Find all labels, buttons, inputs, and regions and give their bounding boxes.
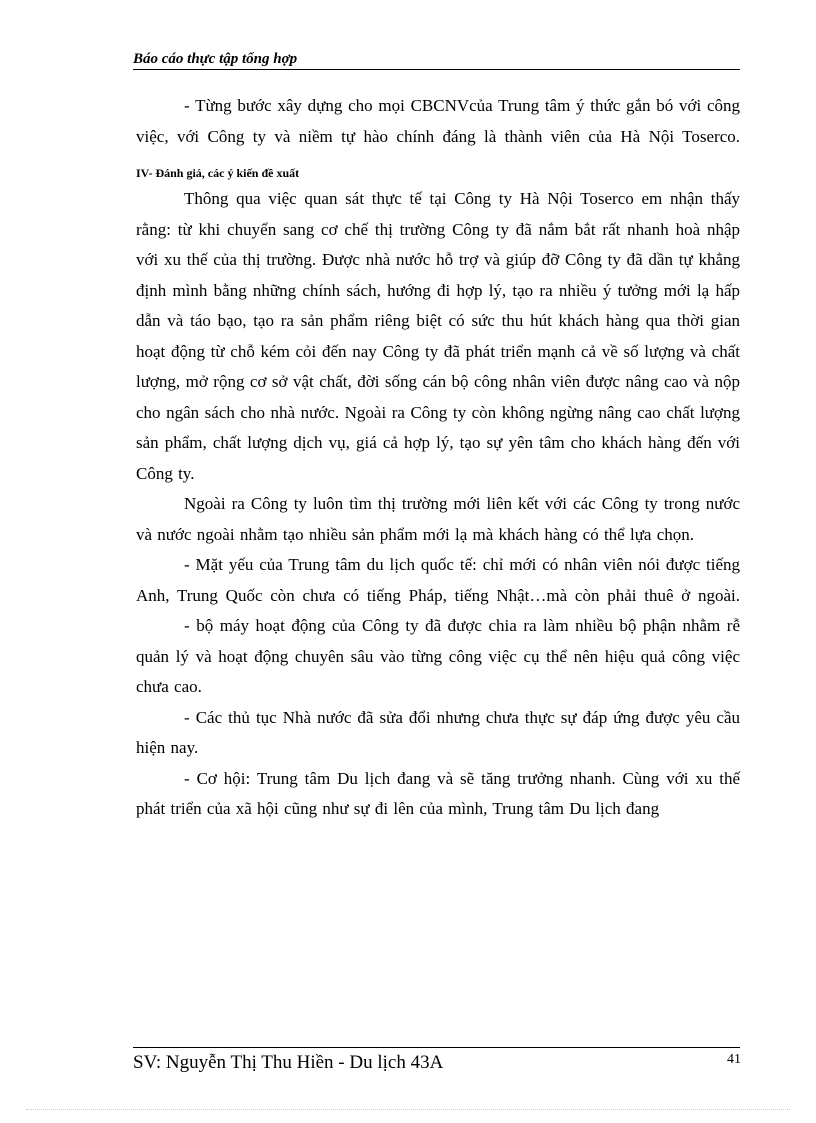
- paragraph-opportunity: - Cơ hội: Trung tâm Du lịch đang và sẽ tăng trưởng nhanh. Cùng với xu thế phát triển của xã hội cũng như sự đi lên của mình, Trung tâm Du lịch đang: [136, 768, 740, 818]
- header-divider: [133, 69, 740, 70]
- page-header-title: Báo cáo thực tập tổng hợp: [133, 51, 298, 67]
- paragraph-observation: Thông qua việc quan sát thực tế tại Công ty Hà Nội Toserco em nhận thấy rằng: từ khi chuyển sang cơ chế thị trường Công ty đã nắm bắt rất nhanh hoà nhập với xu thế của thị trường. Được nhà nước hỗ trợ và giúp đỡ Công ty đã dần tự khẳng định mình bằng những chính sách, hướng đi hợp lý, tạo ra nhiều ý tưởng mới lạ hấp dẫn và táo bạo, tạo ra sản phẩm riêng biệt có sức thu hút khách hàng qua thời gian hoạt động từ chỗ kém cỏi đến nay Công ty đã phát triển mạnh cả về số lượng và chất lượng, mở rộng cơ sở vật chất, đời sống cán bộ công nhân viên được nâng cao và nộp cho ngân sách cho nhà nước. Ngoài ra Công ty còn không ngừng nâng cao chất lượng sản phẩm, chất lượng dịch vụ, giá cả hợp lý, tạo sự yên tâm cho khách hàng đến với Công ty.: [136, 189, 740, 483]
- page-bottom-border: [26, 1109, 790, 1110]
- paragraph-weakness-languages: - Mặt yếu của Trung tâm du lịch quốc tế: chỉ mới có nhân viên nói được tiếng Anh, Trung Quốc còn chưa có tiếng Pháp, tiếng Nhật…mà còn phải thuê ở ngoài.: [136, 555, 740, 605]
- footer-author: SV: Nguyễn Thị Thu Hiền - Du lịch 43A: [133, 1052, 444, 1073]
- footer-divider: [133, 1047, 740, 1048]
- paragraph-procedures: - Các thủ tục Nhà nước đã sửa đổi nhưng chưa thực sự đáp ứng được yêu cầu hiện nay.: [136, 707, 740, 757]
- paragraph-new-markets: Ngoài ra Công ty luôn tìm thị trường mới liên kết với các Công ty trong nước và nước ngoài nhằm tạo nhiều sản phẩm mới lạ mà khách hàng có thể lựa chọn.: [136, 494, 740, 544]
- paragraph-organization: - bộ máy hoạt động của Công ty đã được chia ra làm nhiều bộ phận nhằm rễ quản lý và hoạt động chuyên sâu vào từng công việc cụ thể nên hiệu quả công việc chưa cao.: [136, 616, 740, 696]
- section-heading: IV- Đánh giá, các ý kiến đề xuất: [136, 166, 300, 180]
- document-body: [136, 91, 740, 825]
- page-number: 41: [727, 1052, 741, 1067]
- paragraph-loyalty: - Từng bước xây dựng cho mọi CBCNVcủa Trung tâm ý thức gắn bó với công việc, với Công ty và niềm tự hào chính đáng là thành viên của Hà Nội Toserco.: [136, 96, 740, 146]
